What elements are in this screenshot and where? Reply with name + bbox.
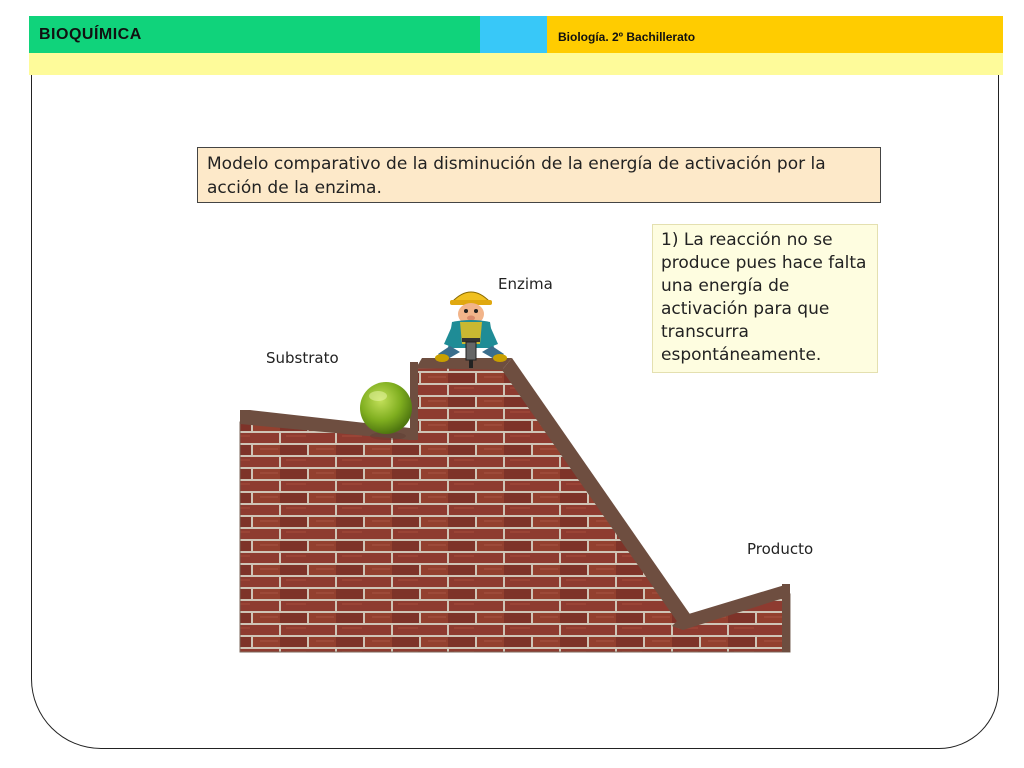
course-title: BIOQUÍMICA [39, 26, 142, 43]
course-subtitle: Biología. 2º Bachillerato [558, 30, 696, 44]
substrate-label: Substrato [266, 349, 339, 367]
product-label: Producto [747, 540, 814, 558]
peak-left-edge [410, 362, 418, 440]
enzyme-label: Enzima [498, 275, 553, 293]
right-wall-edge [782, 584, 790, 652]
explanation-note: 1) La reacción no se produce pues hace falta una energía de activación para que transcurra espontáneamente. [652, 224, 878, 373]
slide-title: Modelo comparativo de la disminución de la energía de activación por la acción de la enzima. [197, 147, 881, 203]
